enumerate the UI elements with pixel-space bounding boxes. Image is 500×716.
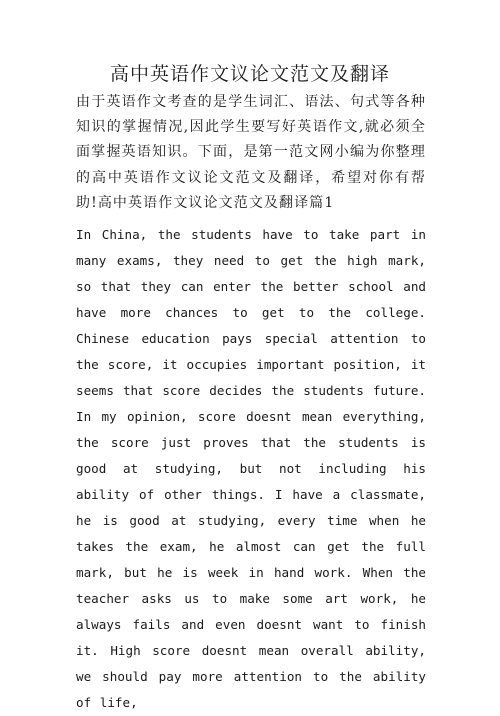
document-title: 高中英语作文议论文范文及翻译 bbox=[109, 63, 390, 85]
essay-body: In China, the students have to take part in many exams, they need to get the high mark, so that they can enter the better school and have more chances to get to the college. Chinese education pays special attention to the score, it occupies important position, it seems that score decides the students future. In my opinion, score doesnt mean everything, the score just proves that the students is good at studying, but not including his ability of other things. I have a classmate, he is good at studying, every time when he takes the exam, he almost can get the full mark, but he is week in hand work. When the teacher asks us to make some art work, he always fails and even doesnt want to finish it. High score doesnt mean overall ability, we should pay more attention to the ability of life, bbox=[76, 227, 426, 710]
intro-paragraph: 由于英语作文考查的是学生词汇、语法、句式等各种知识的掌握情况,因此学生要写好英语作文,就必须全面掌握英语知识。下面，是第一范文网小编为你整理的高中英语作文议论文范文及翻译，希望对你有帮助!高中英语作文议论文范文及翻译篇1 bbox=[76, 94, 426, 211]
